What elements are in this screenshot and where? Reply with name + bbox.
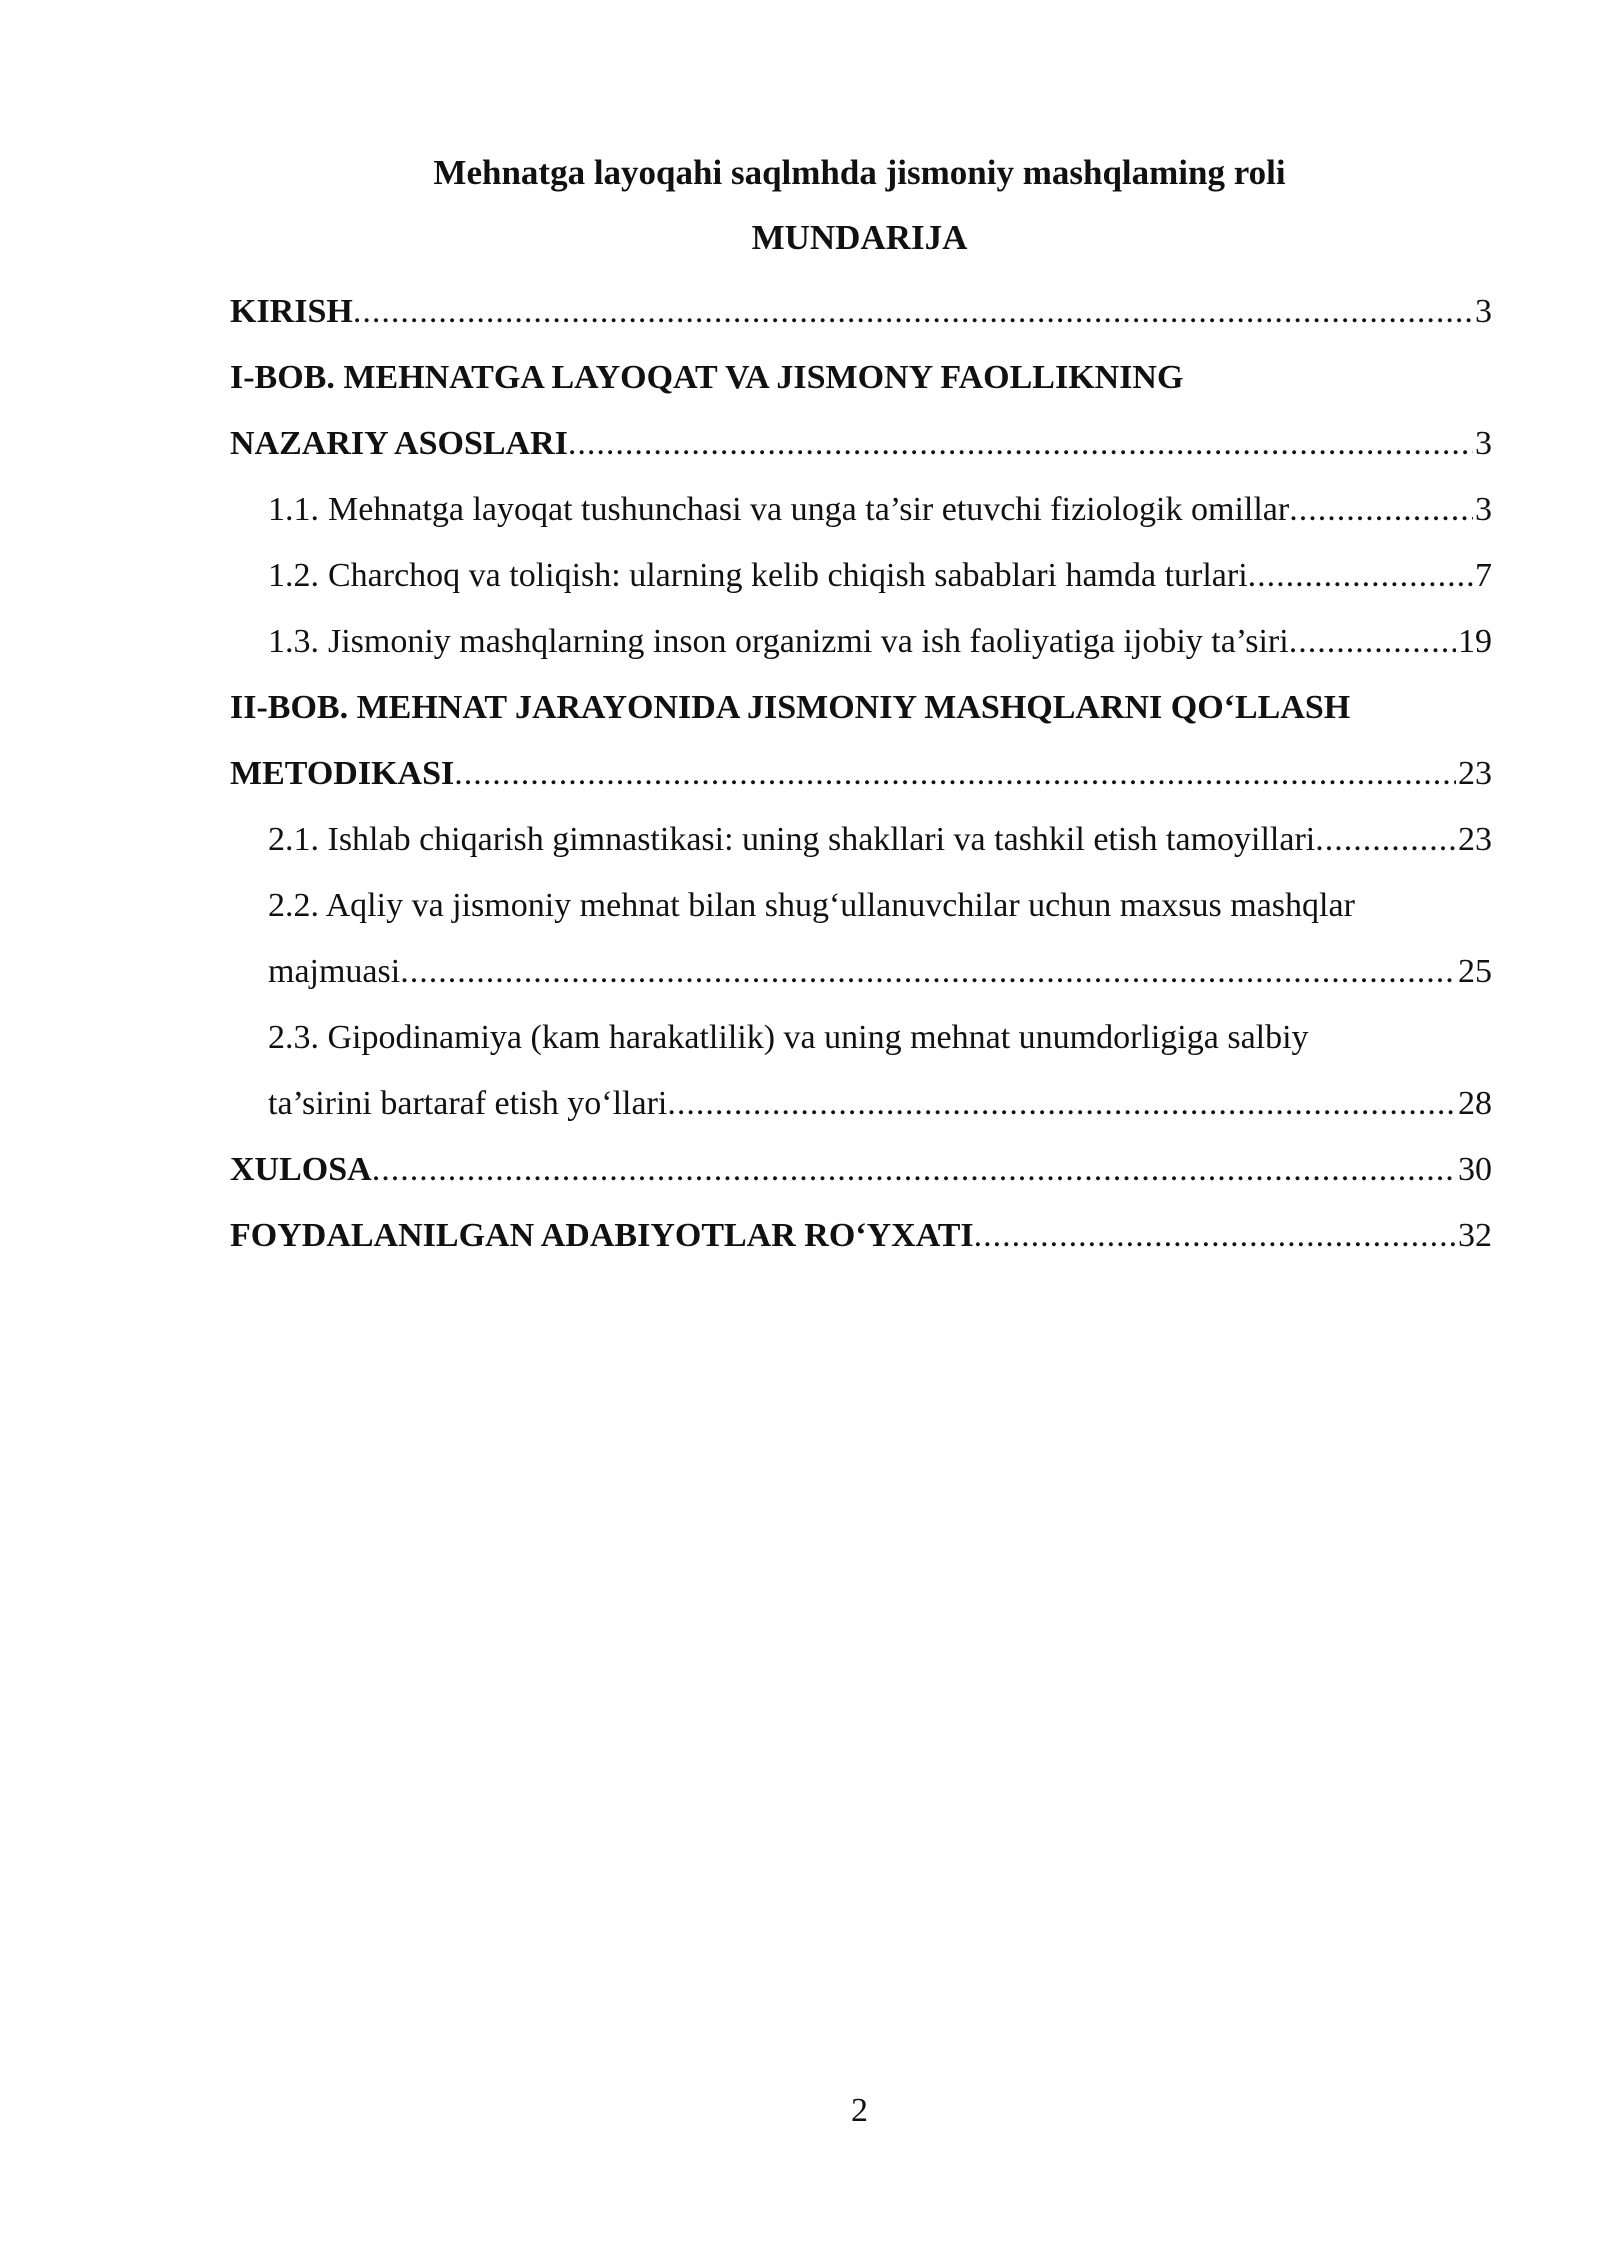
toc-entry-section-2-2[interactable]: [230, 873, 1492, 1005]
toc-entry-label-line-2: NAZARIY ASOSLARI: [230, 425, 568, 462]
dot-leader: [400, 939, 1456, 1005]
toc-entry-chapter-1[interactable]: [230, 345, 1492, 477]
dot-leader: [1315, 807, 1456, 873]
dot-leader: [372, 1137, 1456, 1203]
dot-leader: [667, 1071, 1456, 1137]
toc-entry-chapter-2[interactable]: [230, 675, 1492, 807]
toc-page-number: 23: [1458, 755, 1492, 792]
toc-entry-label-line-2: ta’sirini bartaraf etish yo‘llari: [268, 1085, 668, 1122]
toc-page-number: 23: [1458, 821, 1492, 858]
toc-entry-label-line-1: 2.3. Gipodinamiya (kam harakatlilik) va uning mehnat unumdorligiga salbiy: [268, 1019, 1309, 1056]
document-title: Mehnatga layoqahi saqlmhda jismoniy mashqlaming roli: [433, 153, 1286, 192]
toc-entry-section-1-3[interactable]: [230, 609, 1492, 675]
dot-leader: [974, 1203, 1456, 1269]
toc-entry-label: 2.1. Ishlab chiqarish gimnastikasi: uning shakllari va tashkil etish tamoyillari: [268, 821, 1316, 858]
section-number: 1.1.: [268, 491, 319, 528]
page-number: 2: [851, 2092, 868, 2129]
toc-entry-section-2-3[interactable]: [230, 1005, 1492, 1137]
dot-leader: [1289, 477, 1473, 543]
toc-entry-bibliography[interactable]: [230, 1203, 1492, 1269]
dot-leader: [568, 411, 1473, 477]
table-of-contents: [230, 279, 1492, 1269]
toc-entry-label: FOYDALANILGAN ADABIYOTLAR RO‘YXATI: [230, 1217, 974, 1254]
toc-entry-label: [268, 609, 1289, 675]
dot-leader: [353, 279, 1473, 345]
dot-leader: [1248, 543, 1473, 609]
toc-entry-label: KIRISH: [230, 293, 353, 330]
toc-page-number: 28: [1458, 1085, 1492, 1122]
toc-page-number: 32: [1458, 1217, 1492, 1254]
toc-entry-label: [268, 543, 1248, 609]
toc-page-number: 3: [1475, 425, 1492, 462]
section-title: Charchoq va toliqish: ularning kelib chiqish sabablari hamda turlari: [328, 557, 1248, 594]
toc-heading: MUNDARIJA: [751, 218, 968, 257]
section-title: Mehnatga layoqat tushunchasi va unga ta’sir etuvchi fiziologik omillar: [328, 491, 1290, 528]
toc-entry-label-line-2: METODIKASI: [230, 755, 455, 792]
section-title: Jismoniy mashqlarning inson organizmi va ish faoliyatiga ijobiy ta’siri: [328, 623, 1289, 660]
section-number: 1.3.: [268, 623, 319, 660]
toc-entry-label-line-1: II-BOB. MEHNAT JARAYONIDA JISMONIY MASHQLARNI QO‘LLASH: [230, 689, 1351, 726]
toc-entry-label-line-2: majmuasi: [268, 953, 401, 990]
toc-page-number: 19: [1458, 623, 1492, 660]
toc-entry-xulosa[interactable]: [230, 1137, 1492, 1203]
toc-page-number: 25: [1458, 953, 1492, 990]
toc-page-number: 3: [1475, 491, 1492, 528]
toc-page-number: 3: [1475, 293, 1492, 330]
dot-leader: [1289, 609, 1456, 675]
toc-entry-section-2-1[interactable]: [230, 807, 1492, 873]
section-number: 1.2.: [268, 557, 319, 594]
toc-page-number: 30: [1458, 1151, 1492, 1188]
dot-leader: [454, 741, 1456, 807]
toc-entry-section-1-1[interactable]: [230, 477, 1492, 543]
toc-entry-label-line-1: I-BOB. MEHNATGA LAYOQAT VA JISMONY FAOLLIKNING: [230, 359, 1184, 396]
toc-entry-label: [268, 477, 1289, 543]
toc-entry-label-line-1: 2.2. Aqliy va jismoniy mehnat bilan shug‘ullanuvchilar uchun maxsus mashqlar: [268, 887, 1355, 924]
toc-entry-label: XULOSA: [230, 1151, 372, 1188]
toc-page-number: 7: [1475, 557, 1492, 594]
toc-entry-section-1-2[interactable]: [230, 543, 1492, 609]
toc-entry-kirish[interactable]: [230, 279, 1492, 345]
